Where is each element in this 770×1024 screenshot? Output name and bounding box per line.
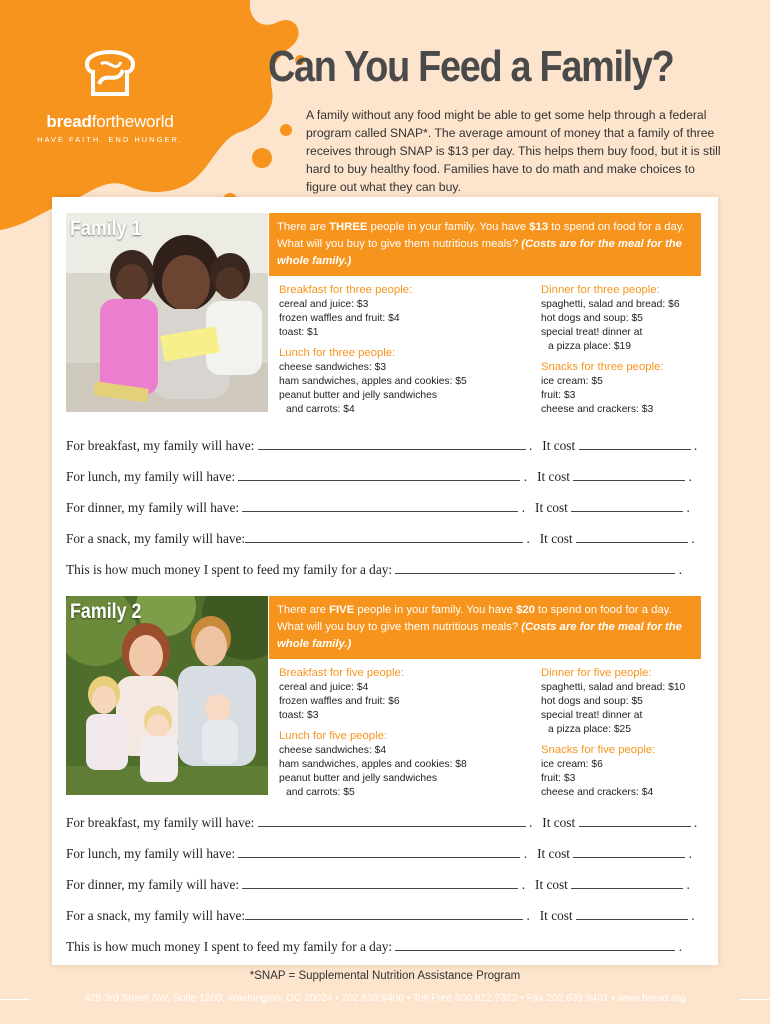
list-item: ice cream: $5 — [541, 376, 603, 387]
dinner-heading: Dinner for five people: — [541, 667, 652, 679]
page-title: Can You Feed a Family? — [268, 42, 674, 91]
family-2-breakfast-line: For breakfast, my family will have: . It cost . — [66, 815, 698, 830]
dinner-heading: Dinner for three people: — [541, 284, 660, 296]
family-2-menu-right — [541, 666, 685, 800]
lunch-heading: Lunch for five people: — [279, 730, 388, 742]
snacks-heading: Snacks for three people: — [541, 361, 664, 373]
family-1-dinner-line: For dinner, my family will have: . It cost . — [66, 500, 690, 515]
family-1-photo — [66, 213, 268, 412]
brand-name: breadfortheworld — [46, 112, 174, 131]
intro-paragraph: A family without any food might be able to get some help through a federal program called SNAP*. The average amount of money that a family of three receives through SNAP is $13 per day. This helps them buy food, but it is still hard to buy healthy food. Families have to do math and make choices to figure out what they can buy. — [306, 108, 721, 194]
list-item: cheese and crackers: $4 — [541, 787, 654, 798]
bread-loaf-icon — [79, 40, 141, 102]
family-2-total-line: This is how much money I spent to feed my family for a day: . — [66, 939, 683, 954]
list-item: hot dogs and soup: $5 — [541, 313, 643, 324]
list-item: peanut butter and jelly sandwiches — [279, 390, 437, 401]
brand-logo[interactable] — [30, 40, 190, 144]
list-item: a pizza place: $25 — [548, 724, 632, 735]
cost-blank[interactable] — [576, 541, 688, 543]
list-item: frozen waffles and fruit: $4 — [279, 313, 400, 324]
family-2-photo — [66, 596, 268, 795]
list-item: cereal and juice: $4 — [279, 682, 369, 693]
list-item: special treat! dinner at — [541, 710, 643, 721]
lunch-heading: Lunch for three people: — [279, 347, 396, 359]
list-item: ham sandwiches, apples and cookies: $5 — [279, 376, 467, 387]
list-item: peanut butter and jelly sandwiches — [279, 773, 437, 784]
family-2-menu-left — [279, 666, 467, 800]
list-item: and carrots: $5 — [286, 787, 355, 798]
list-item: cheese and crackers: $3 — [541, 404, 654, 415]
list-item: hot dogs and soup: $5 — [541, 696, 643, 707]
cost-blank[interactable] — [571, 510, 683, 512]
family-1-label: Family 1 — [70, 217, 142, 240]
cost-blank[interactable] — [571, 887, 683, 889]
snap-footnote: *SNAP = Supplemental Nutrition Assistance Program — [249, 970, 521, 982]
list-item: spaghetti, salad and bread: $6 — [541, 299, 680, 310]
list-item: spaghetti, salad and bread: $10 — [541, 682, 686, 693]
answer-blank[interactable] — [245, 918, 523, 920]
list-item: special treat! dinner at — [541, 327, 643, 338]
cost-blank[interactable] — [573, 479, 685, 481]
family-1-menu-left — [279, 283, 467, 417]
family-2-label: Family 2 — [70, 600, 142, 623]
family-2-scenario: There are FIVE people in your family. You have $20 to spend on food for a day. What will you buy to give them nutritious meals? (Costs are for the meal for the whole family.) — [269, 596, 701, 659]
list-item: toast: $1 — [279, 327, 319, 338]
total-blank[interactable] — [395, 572, 675, 574]
list-item: toast: $3 — [279, 710, 319, 721]
footer-contact: 425 3rd Street SW, Suite 1200, Washington, DC 20024 • 202.639.9400 • Toll Free 800.822.7323 • Fax 202.639.9401 • www.bread.org — [84, 993, 686, 1004]
breakfast-heading: Breakfast for three people: — [279, 284, 413, 296]
cost-blank[interactable] — [579, 448, 691, 450]
list-item: cheese sandwiches: $4 — [279, 745, 387, 756]
family-2-dinner-line: For dinner, my family will have: . It cost . — [66, 877, 690, 892]
list-item: frozen waffles and fruit: $6 — [279, 696, 400, 707]
list-item: cereal and juice: $3 — [279, 299, 369, 310]
family-1-total-line: This is how much money I spent to feed my family for a day: . — [66, 562, 683, 577]
total-blank[interactable] — [395, 949, 675, 951]
cost-blank[interactable] — [576, 918, 688, 920]
snacks-heading: Snacks for five people: — [541, 744, 656, 756]
list-item: and carrots: $4 — [286, 404, 355, 415]
cost-blank[interactable] — [573, 856, 685, 858]
list-item: fruit: $3 — [541, 390, 576, 401]
footer-rule-right — [740, 999, 770, 1000]
family-2-snack-line: For a snack, my family will have: . It cost . — [66, 908, 695, 923]
answer-blank[interactable] — [258, 825, 526, 827]
list-item: ice cream: $6 — [541, 759, 603, 770]
worksheet-card — [52, 197, 718, 982]
brand-tagline: HAVE FAITH. END HUNGER. — [37, 135, 183, 144]
answer-blank[interactable] — [245, 541, 523, 543]
list-item: fruit: $3 — [541, 773, 576, 784]
family-1-breakfast-line: For breakfast, my family will have: . It cost . — [66, 438, 698, 453]
answer-blank[interactable] — [242, 887, 518, 889]
list-item: ham sandwiches, apples and cookies: $8 — [279, 759, 467, 770]
list-item: a pizza place: $19 — [548, 341, 632, 352]
family-1-menu-right — [541, 283, 680, 417]
family-2-lunch-line: For lunch, my family will have: . It cost . — [66, 846, 692, 861]
breakfast-heading: Breakfast for five people: — [279, 667, 404, 679]
list-item: cheese sandwiches: $3 — [279, 362, 387, 373]
answer-blank[interactable] — [242, 510, 518, 512]
family-1-lunch-line: For lunch, my family will have: . It cost . — [66, 469, 692, 484]
cost-blank[interactable] — [579, 825, 691, 827]
answer-blank[interactable] — [238, 856, 520, 858]
family-1-scenario: There are THREE people in your family. You have $13 to spend on food for a day. What will you buy to give them nutritious meals? (Costs are for the meal for the whole family.) — [269, 213, 701, 276]
answer-blank[interactable] — [238, 479, 520, 481]
family-1-snack-line: For a snack, my family will have: . It cost . — [66, 531, 695, 546]
answer-blank[interactable] — [258, 448, 526, 450]
